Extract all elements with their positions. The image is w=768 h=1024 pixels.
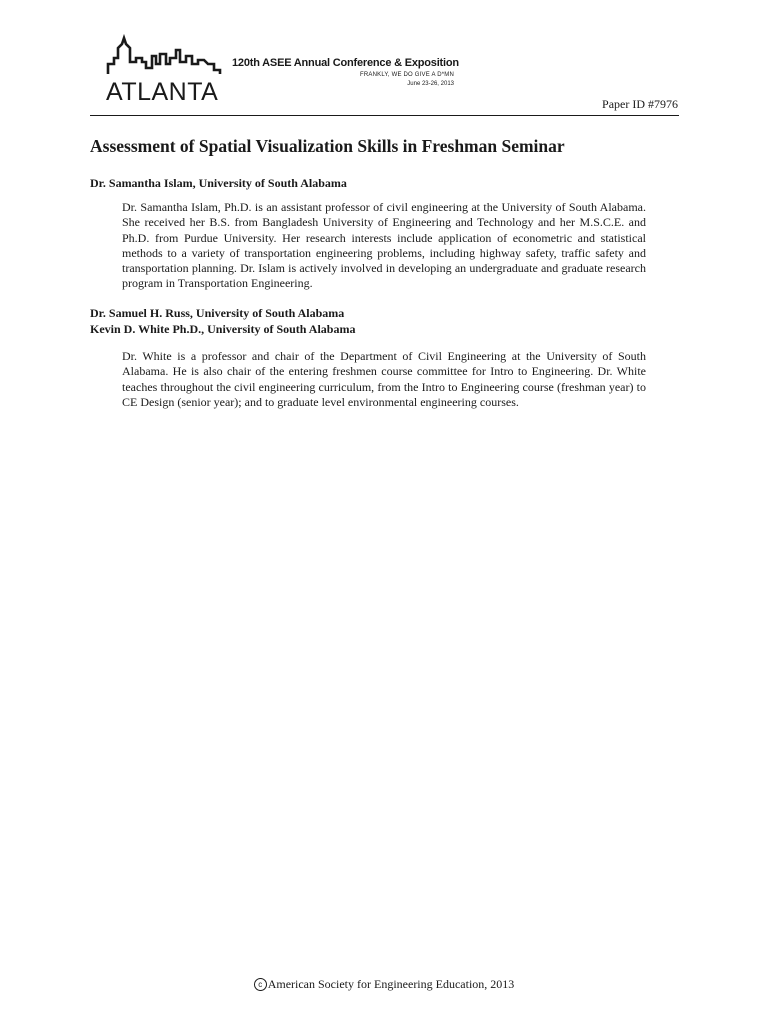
author-name: Dr. Samuel H. Russ, University of South Alabama (90, 306, 345, 320)
copyright-footer (0, 977, 768, 992)
paper-title: Assessment of Spatial Visualization Skills in Freshman Seminar (90, 136, 565, 156)
conference-logo (104, 34, 226, 104)
author-bio: Dr. White is a professor and chair of the Department of Civil Engineering at the University of South Alabama. He is also chair of the entering freshmen course committee for Intro to Engineering. Dr. White teaches throughout the civil engineering curriculum, from the Intro to Engineering course (freshman year) to CE Design (senior year); and to graduate level environmental engineering courses. (122, 349, 646, 409)
header-divider (90, 115, 679, 116)
copyright-icon: c (254, 978, 267, 991)
logo-text: ATLANTA (106, 78, 219, 104)
atlanta-skyline-icon (104, 34, 226, 104)
copyright-text: American Society for Engineering Education, 2013 (267, 977, 515, 991)
conference-dates: June 23-26, 2013 (407, 81, 454, 87)
conference-info (232, 56, 459, 89)
conference-motto: FRANKLY, WE DO GIVE A D*MN (360, 72, 454, 78)
paper-id: Paper ID #7976 (602, 97, 678, 111)
author-name: Kevin D. White Ph.D., University of South Alabama (90, 322, 356, 336)
author-bio: Dr. Samantha Islam, Ph.D. is an assistant professor of civil engineering at the University of South Alabama. She received her B.S. from Bangladesh University of Engineering and Technology and her M.S.C.E. and Ph.D. from Purdue University. Her research interests include application of econometric and statistical methods to a variety of transportation engineering problems, including highway safety, traffic safety and transportation planning. Dr. Islam is actively involved in developing an undergraduate and graduate research program in Transportation Engineering. (122, 200, 646, 291)
author-name: Dr. Samantha Islam, University of South Alabama (90, 176, 347, 190)
conference-title: 120th ASEE Annual Conference & Exposition (232, 57, 459, 69)
